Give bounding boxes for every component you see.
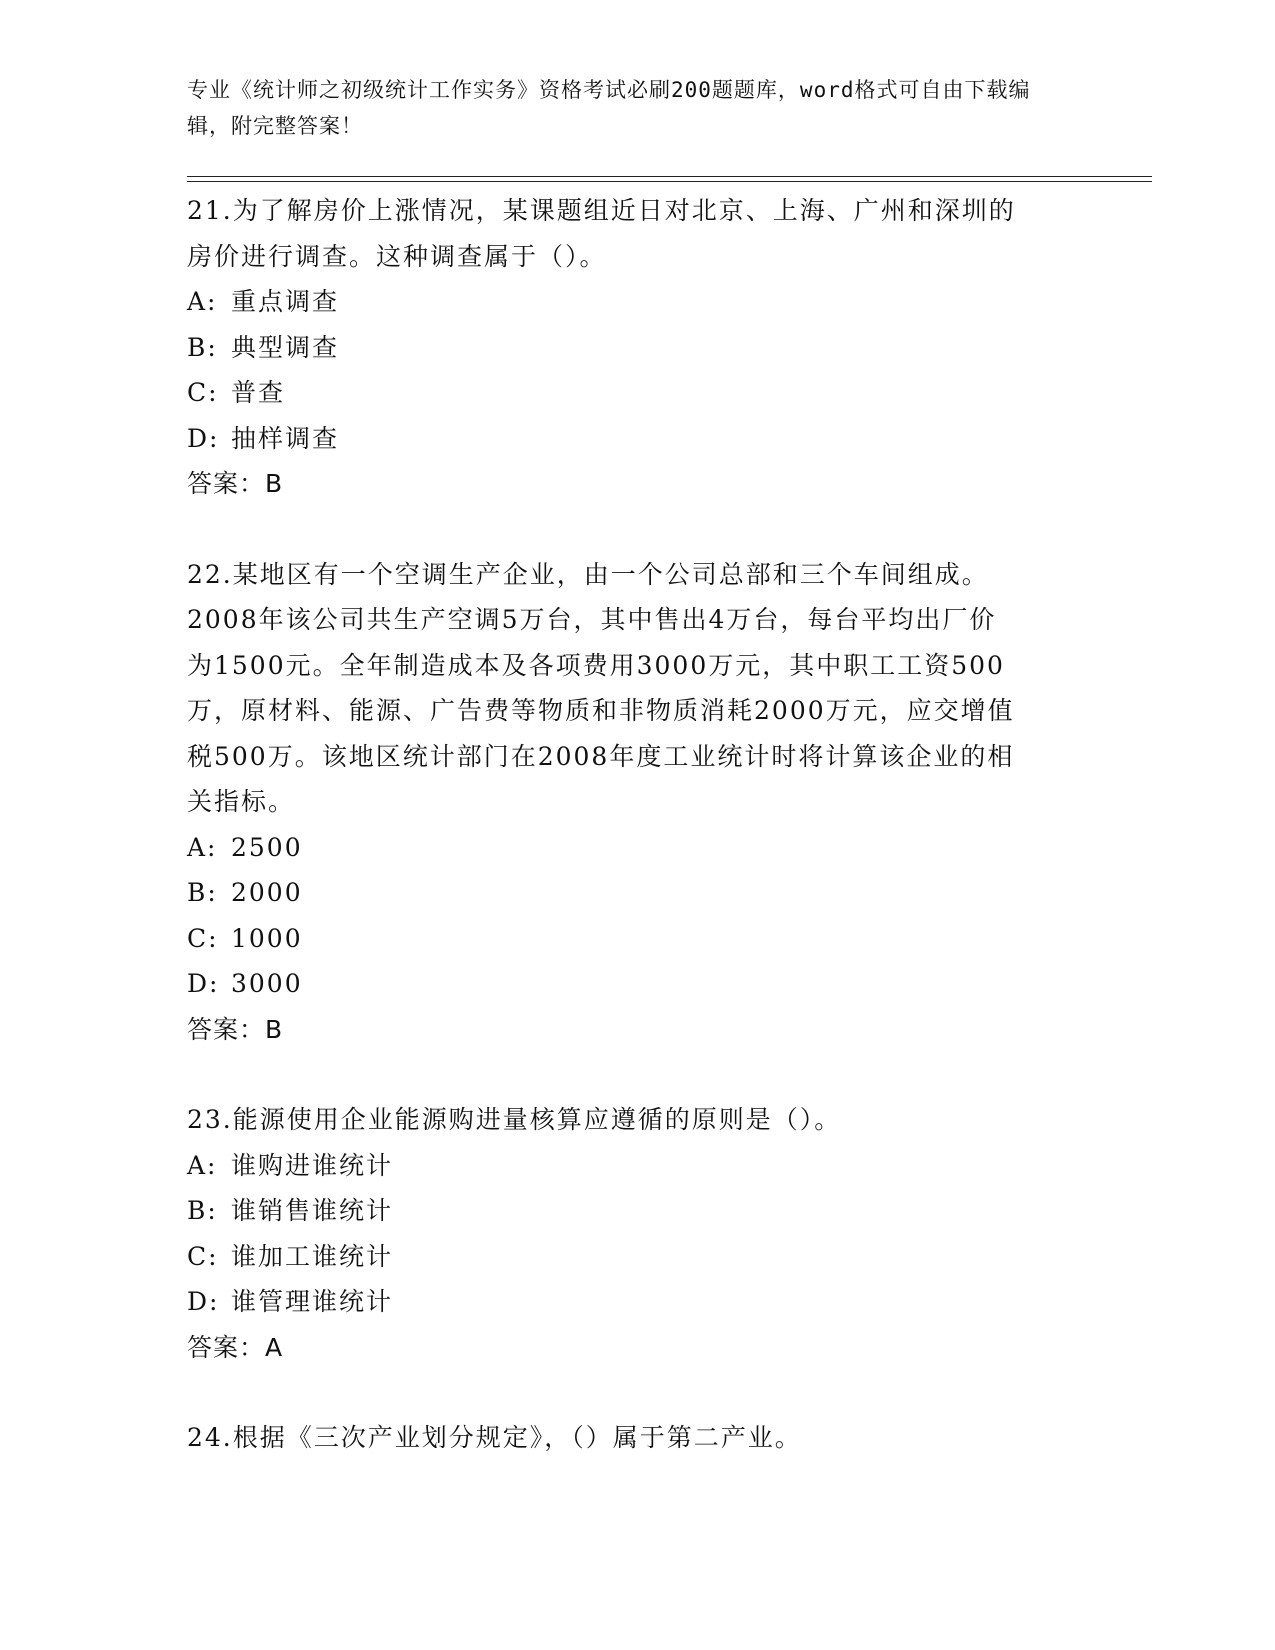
option-d [187,1279,1087,1325]
option-b [187,325,1087,371]
option-letter: C: [187,1241,219,1271]
option-b [187,870,1087,916]
question-stem-line: 万，原材料、能源、广告费等物质和非物质消耗2000万元，应交增值 [187,696,1015,725]
option-text: 抽样调查 [231,423,340,453]
question-stem-line: 2008年该公司共生产空调5万台，其中售出4万台，每台平均出厂价 [187,605,997,634]
option-text: 普查 [231,378,286,407]
header-divider-bottom [187,181,1152,182]
option-text: 谁销售谁统计 [231,1196,394,1225]
option-a [187,279,1087,325]
question-24 [187,1415,1087,1461]
question-stem-line: 关指标。 [187,787,296,816]
question-list [187,188,1087,1461]
option-letter: C: [187,923,219,953]
document-header: 专业《统计师之初级统计工作实务》资格考试必刷200题题库，word格式可自由下载编辑，附完整答案！ [187,78,1031,138]
option-letter: A: [187,1150,218,1180]
option-text: 典型调查 [231,332,340,362]
option-letter: A: [187,832,218,862]
question-stem-line: 为1500元。全年制造成本及各项费用3000万元，其中职工工资500 [187,650,1005,680]
option-c [187,1234,1087,1280]
question-22 [187,552,1087,1053]
option-letter: B: [187,1196,218,1225]
option-d [187,961,1087,1007]
option-text: 谁购进谁统计 [231,1150,394,1180]
question-spacer [187,1052,1087,1097]
question-23 [187,1097,1087,1370]
option-letter: B: [187,332,218,362]
question-stem-line: 24.根据《三次产业划分规定》，（）属于第二产业。 [187,1423,802,1452]
option-letter: D: [187,423,220,453]
option-text: 重点调查 [231,287,340,316]
question-stem-line: 23.能源使用企业能源购进量核算应遵循的原则是（）。 [187,1105,842,1134]
option-letter: C: [187,378,219,407]
question-stem-line: 22.某地区有一个空调生产企业，由一个公司总部和三个车间组成。 [187,559,989,589]
header-divider-top [187,176,1152,177]
option-letter: A: [187,287,218,316]
option-letter: B: [187,878,218,907]
option-text: 谁加工谁统计 [231,1241,394,1271]
answer-line: 答案：B [187,1014,284,1044]
question-stem-line: 税500万。该地区统计部门在2008年度工业统计时将计算该企业的相 [187,741,1015,771]
question-21 [187,188,1087,507]
option-text: 2500 [231,832,303,862]
option-d [187,416,1087,462]
question-spacer [187,1370,1087,1415]
answer-line: 答案：B [187,469,284,498]
option-b [187,1188,1087,1234]
option-text: 谁管理谁统计 [231,1287,394,1316]
option-a [187,825,1087,871]
question-stem-line: 房价进行调查。这种调查属于（）。 [187,241,607,271]
option-letter: D: [187,969,220,998]
question-stem-line: 21.为了解房价上涨情况，某课题组近日对北京、上海、广州和深圳的 [187,196,1016,225]
option-letter: D: [187,1287,220,1316]
option-text: 2000 [231,878,303,907]
option-text: 1000 [231,923,303,953]
option-text: 3000 [231,969,303,998]
answer-line: 答案：A [187,1332,284,1362]
option-c [187,916,1087,962]
option-c [187,370,1087,416]
option-a [187,1143,1087,1189]
question-spacer [187,507,1087,552]
